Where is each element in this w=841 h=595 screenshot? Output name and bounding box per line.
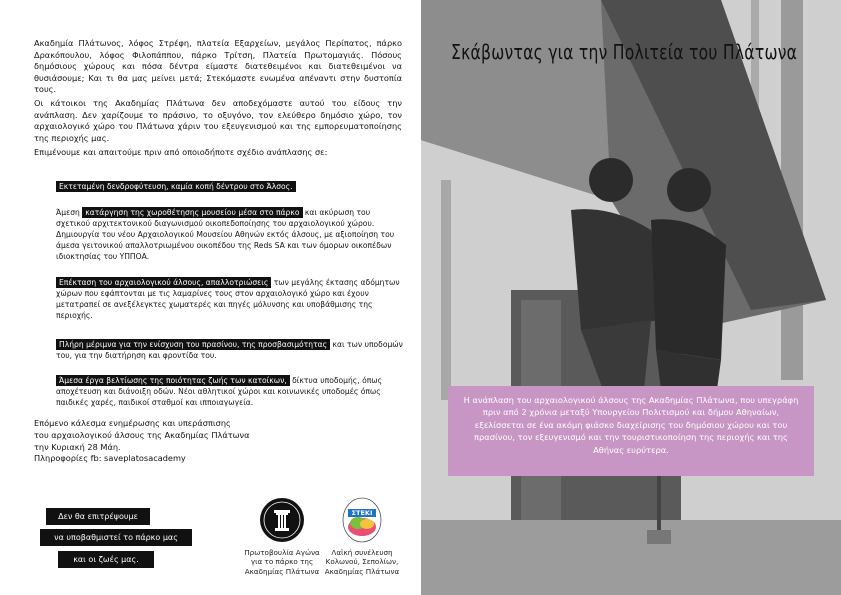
demand-3-highlight: Επέκταση του αρχαιολογικού άλσους, απαλλοτριώσεις xyxy=(56,277,271,288)
insist-line: Επιμένουμε και απαιτούμε πριν από οποιοδήποτε σχέδιο ανάπλασης σε: xyxy=(34,147,328,157)
steki-caption: Λαϊκή συνέλευση Κολωνού, Σεπολίων, Ακαδημίας Πλάτωνα xyxy=(324,548,400,576)
demand-3: Επέκταση του αρχαιολογικού άλσους, απαλλοτριώσεις των μεγάλης έκτασης αδόμητων χώρων που εφάπτονται με τις λαμαρίνες τους στον αρχαιολογικό χώρο και έχουν μετατραπεί σε ανεξέλεγκτες χωματερές και πηγές μόλυνσης και υποβάθμισης της περιοχής. xyxy=(56,278,400,320)
steki-logo xyxy=(342,497,382,543)
steki-emblem-icon xyxy=(342,497,382,543)
call-line: Πληροφορίες fb: saveplatosacademy xyxy=(34,453,186,464)
initiative-caption: Πρωτοβουλία Αγώνα για το πάρκο της Ακαδημίας Πλάτωνα xyxy=(244,548,320,576)
poster-title: Σκάβωντας για την Πολιτεία του Πλάτωνα xyxy=(451,40,798,64)
intro-paragraph: Ακαδημία Πλάτωνος, λόφος Στρέφη, πλατεία Εξαρχείων, μεγάλος Περίπατος, πάρκο Δρακόπουλου, λόφος Φιλοπάππου, πάρκο Τρίτση, Πλατεία Πρωτομαγιάς. Πόσους δημόσιους χώρους και πόσα δέντρα είμαστε διατεθειμένοι και διατεθειμένοι να θυσιάσουμε; Και τι θα μας μείνει μετά; Στεκόμαστε ενωμένα απέναντι στην δυστοπία τους. xyxy=(34,38,402,95)
steki-logo-text: ΣΤΕΚΙ xyxy=(351,509,373,517)
demand-1-highlight: Εκτεταμένη δενδροφύτευση, καμία κοπή δέντρου στο Άλσος. xyxy=(56,181,296,192)
demand-4: Πλήρη μέριμνα για την ενίσχυση του πρασίνου, της προσβασιμότητας και των υποδομών του, για την διατήρηση και φροντίδα του. xyxy=(56,340,403,360)
info-box: Η ανάπλαση του αρχαιολογικού άλσους της Ακαδημίας Πλάτωνα, που υπεγράφη πριν από 2 χρόνια μεταξύ Υπουργείου Πολιτισμού και δήμου Αθηναίων, εξελίσσεται σε ένα ακόμη φιάσκο διαχείρισης του δημόσιου χώρου και του πρασίνου, τον εξευγενισμό και την τουριστικοποίηση της περιοχής και της Αθήνας ευρύτερα. xyxy=(448,386,814,476)
call-line: την Κυριακή 28 Μάη. xyxy=(34,441,121,452)
call-line: Επόμενο κάλεσμα ενημέρωσης και υπεράσπισης xyxy=(34,418,231,428)
demand-5-highlight: Άμεσα έργα βελτίωσης της ποιότητας ζωής των κατοίκων, xyxy=(56,375,290,386)
demand-4-highlight: Πλήρη μέριμνα για την ενίσχυση του πρασίνου, της προσβασιμότητας xyxy=(56,339,330,350)
demand-2: Άμεση κατάργηση της χωροθέτησης μουσείου μέσα στο πάρκο και ακύρωση του σχετικού αρχιτεκτονικού διαγωνισμού οικοπεδοποίησης του αρχαιολογικού χώρου. Δημιουργία του νέου Αρχαιολογικού Μουσείου Αθηνών εκτός άλσους, με αξιοποίηση του άμεσα γειτονικού απαλλοτριωμένου οικοπέδου της Reds SA και των όμορων οικοπέδων ιδιοκτησίας του ΥΠΠΟΑ. xyxy=(56,208,395,261)
slogan-line-1: Δεν θα επιτρέψουμε xyxy=(46,508,150,525)
woodcutters-photo xyxy=(421,0,841,595)
demand-2-highlight: κατάργηση της χωροθέτησης μουσείου μέσα στο πάρκο xyxy=(82,207,302,218)
column-icon xyxy=(259,497,305,543)
initiative-logo xyxy=(259,497,305,543)
slogan-line-2: να υποβαθμιστεί το πάρκο μας xyxy=(40,529,192,546)
slogan-line-3: και οι ζωές μας. xyxy=(58,551,154,568)
residents-paragraph: Οι κάτοικοι της Ακαδημίας Πλάτωνα δεν αποδεχόμαστε αυτού του είδους την ανάπλαση. Δεν χαρίζουμε το πράσινο, το οξυγόνο, τον ελεύθερο δημόσιο χώρο, τον αρχαιολογικό χώρο του Πλάτωνα χάριν του εξευγενισμού και της εμπορευματοποίησης της περιοχής μας. xyxy=(34,98,402,143)
demand-1 xyxy=(56,181,404,192)
call-to-action xyxy=(34,418,334,465)
right-page xyxy=(421,0,841,595)
demand-5: Άμεσα έργα βελτίωσης της ποιότητας ζωής των κατοίκων, δίκτυα υποδομής, όπως αποχέτευση και διάνοιξη οδών. Νέοι αθλητικοί χώροι και κοινωνικές υποδομές όπως παιδικές χαρές, παιδικοί σταθμοί και ιπποιαγωγεία. xyxy=(56,376,383,407)
call-line: του αρχαιολογικού άλσους της Ακαδημίας Πλάτωνα xyxy=(34,429,250,440)
